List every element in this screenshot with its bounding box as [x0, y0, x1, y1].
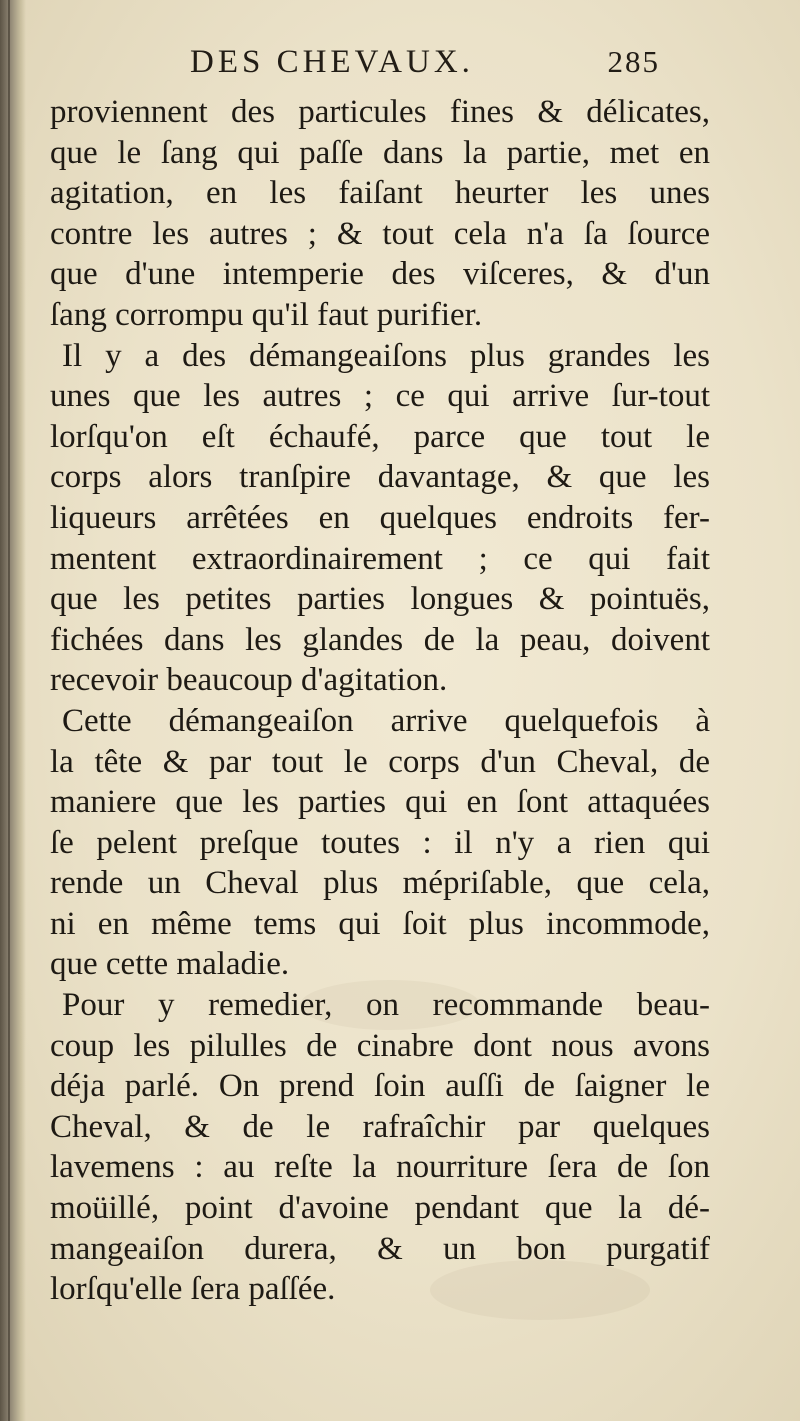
text-line: ſe pelent preſque toutes : il n'y a rien qui: [50, 824, 710, 861]
text-line: ſang corrompu qu'il faut purifier.: [50, 296, 483, 333]
text-line: Pour y remedier, on recommande beau-: [62, 987, 710, 1024]
text-line: lorſqu'on eſt échaufé, parce que tout le: [50, 418, 710, 455]
text-line: que les petites parties longues & pointuës,: [50, 581, 710, 618]
body-text: [50, 92, 710, 1310]
text-line: que le ſang qui paſſe dans la partie, met en: [50, 134, 710, 171]
text-line: mangeaiſon durera, & un bon purgatif: [50, 1230, 710, 1267]
text-line: ni en même tems qui ſoit plus incommode,: [50, 905, 710, 942]
page-header: [190, 44, 660, 94]
text-line: maniere que les parties qui en ſont attaquées: [50, 784, 710, 821]
text-line: agitation, en les faiſant heurter les unes: [50, 175, 710, 212]
page-gutter-shadow: [0, 0, 26, 1421]
text-line: Cette démangeaiſon arrive quelquefois à: [62, 702, 710, 739]
text-line: fichées dans les glandes de la peau, doivent: [50, 621, 710, 658]
text-line: Il y a des démangeaiſons plus grandes les: [62, 337, 710, 374]
text-line: mentent extraordinairement ; ce qui fait: [50, 540, 710, 577]
text-line: Cheval, & de le rafraîchir par quelques: [50, 1108, 710, 1145]
text-line: lorſqu'elle ſera paſſée.: [50, 1271, 336, 1308]
text-line: que d'une intemperie des viſceres, & d'un: [50, 256, 710, 293]
text-line: proviennent des particules fines & délicates,: [50, 94, 710, 130]
text-line: unes que les autres ; ce qui arrive ſur-tout: [50, 378, 710, 415]
text-line: moüillé, point d'avoine pendant que la dé-: [50, 1190, 710, 1227]
text-line: recevoir beaucoup d'agitation.: [50, 662, 448, 699]
text-line: déja parlé. On prend ſoin auſſi de ſaigner le: [50, 1068, 710, 1105]
running-title: DES CHEVAUX.: [190, 44, 474, 80]
binding-edge: [8, 0, 10, 1421]
text-line: liqueurs arrêtées en quelques endroits fer-: [50, 499, 710, 536]
text-line: lavemens : au reſte la nourriture ſera de ſon: [50, 1149, 710, 1186]
text-line: que cette maladie.: [50, 946, 290, 983]
text-line: corps alors tranſpire davantage, & que les: [50, 459, 710, 496]
page-number: 285: [607, 44, 660, 79]
text-line: rende un Cheval plus mépriſable, que cela,: [50, 865, 710, 902]
text-line: contre les autres ; & tout cela n'a ſa ſource: [50, 215, 710, 252]
text-line: coup les pilulles de cinabre dont nous avons: [50, 1027, 710, 1064]
text-line: la tête & par tout le corps d'un Cheval, de: [50, 743, 710, 780]
